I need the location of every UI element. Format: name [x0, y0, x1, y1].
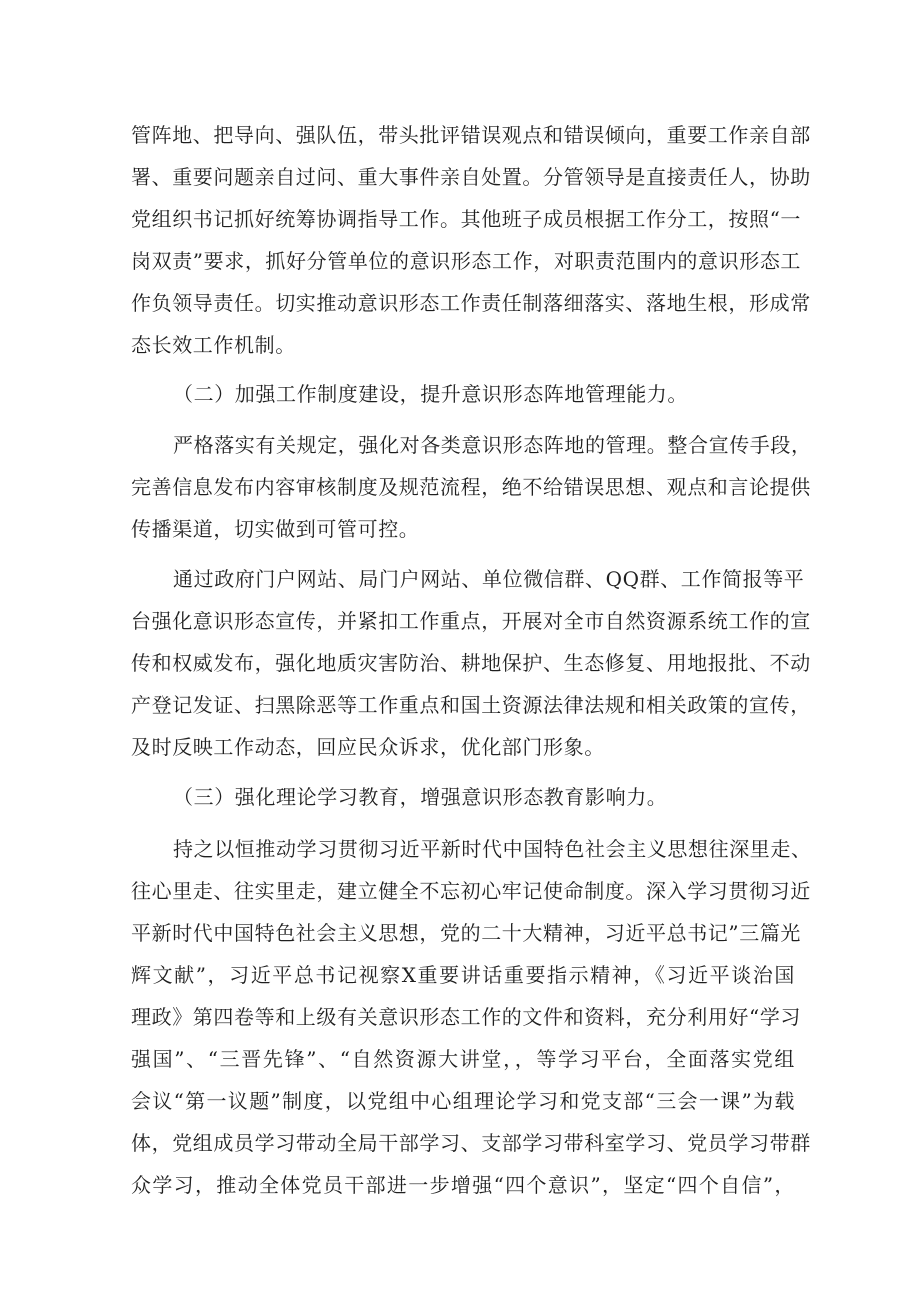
text-line: 作负领导责任。切实推动意识形态工作责任制落细落实、落地生根，形成常	[131, 291, 811, 315]
text-line: 理政》第四卷等和上级有关意识形态工作的文件和资料，充分利用好“学习	[131, 1005, 802, 1029]
text-line: 党组织书记抓好统筹协调指导工作。其他班子成员根据工作分工，按照“一	[131, 207, 802, 231]
text-line: 岗双责”要求，抓好分管单位的意识形态工作，对职责范围内的意识形态工	[131, 249, 802, 273]
text-line: 通过政府门户网站、局门户网站、单位微信群、QQ群、工作简报等平	[173, 567, 805, 591]
text-line: 强国”、“三晋先锋”、“自然资源大讲堂，，等学习平台，全面落实党组	[131, 1047, 795, 1071]
text-line: 署、重要问题亲自过问、重大事件亲自处置。分管领导是直接责任人，协助	[131, 165, 811, 189]
text-line: 传播渠道，切实做到可管可控。	[131, 517, 420, 541]
text-line: 众学习，推动全体党员干部进一步增强“四个意识”，坚定“四个自信”，	[131, 1173, 795, 1197]
text-line: 辉文献”，习近平总书记视察X重要讲话重要指示精神，《习近平谈治国	[131, 963, 795, 987]
text-line: 台强化意识形态宣传，并紧扣工作重点，开展对全市自然资源系统工作的宣	[131, 609, 811, 633]
text-line: 及时反映工作动态，回应民众诉求，优化部门形象。	[131, 735, 605, 759]
text-line: 产登记发证、扫黑除恶等工作重点和国土资源法律法规和相关政策的宣传，	[131, 693, 811, 717]
text-line: 态长效工作机制。	[131, 333, 296, 357]
text-line: 持之以恒推动学习贯彻习近平新时代中国特色社会主义思想往深里走、	[173, 837, 812, 861]
text-line: 严格落实有关规定，强化对各类意识形态阵地的管理。整合宣传手段，	[173, 433, 812, 457]
text-line: 传和权威发布，强化地质灾害防治、耕地保护、生态修复、用地报批、不动	[131, 651, 811, 675]
text-line: 管阵地、把导向、强队伍，带头批评错误观点和错误倾向，重要工作亲自部	[131, 123, 811, 147]
text-line: 往心里走、往实里走，建立健全不忘初心牢记使命制度。深入学习贯彻习近	[131, 879, 811, 903]
section-heading: （三）强化理论学习教育，增强意识形态教育影响力。	[173, 785, 668, 809]
section-heading: （二）加强工作制度建设，提升意识形态阵地管理能力。	[173, 382, 688, 406]
text-line: 完善信息发布内容审核制度及规范流程，绝不给错误思想、观点和言论提供	[131, 475, 811, 499]
text-line: 体，党组成员学习带动全局干部学习、支部学习带科室学习、党员学习带群	[131, 1131, 811, 1155]
text-line: 平新时代中国特色社会主义思想，党的二十大精神，习近平总书记”三篇光	[131, 921, 802, 945]
text-line: 会议“第一议题”制度，以党组中心组理论学习和党支部“三会一课”为载	[131, 1089, 795, 1113]
